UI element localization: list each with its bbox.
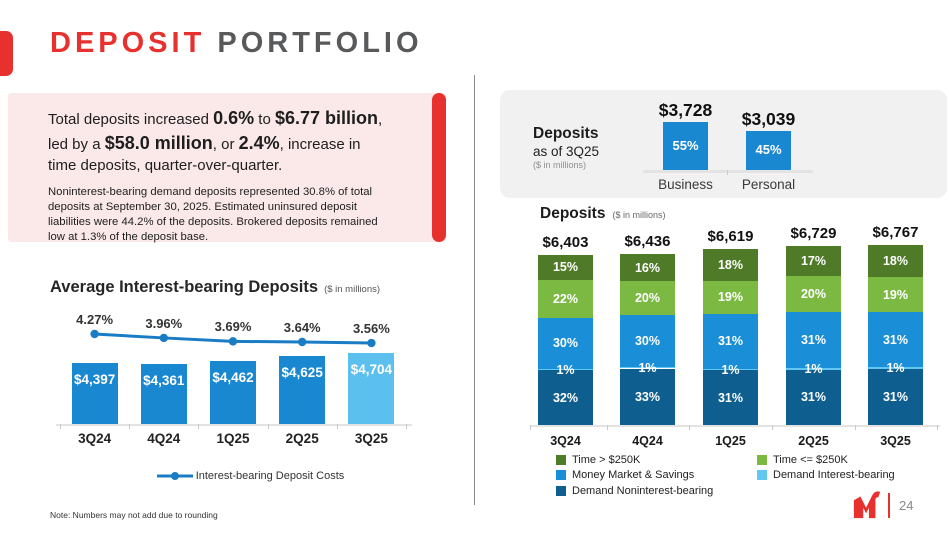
legend-label: Money Market & Savings xyxy=(572,469,695,482)
legend-label: Demand Interest-bearing xyxy=(773,469,895,482)
highlight-text: , led by a xyxy=(48,111,383,153)
bank-logo-icon xyxy=(852,489,882,519)
page-title-red: DEPOSIT xyxy=(50,27,206,59)
deposits-mix-chart xyxy=(530,213,947,448)
stack-axis-tick xyxy=(530,425,531,430)
line-point xyxy=(160,334,168,342)
deposit-bar-value: $4,361 xyxy=(143,373,185,389)
deposits-split-header xyxy=(533,125,599,170)
legend-label: Time > $250K xyxy=(572,453,641,466)
stack-segment-pct: 22% xyxy=(552,291,579,306)
stack-segment-pct: 15% xyxy=(552,260,579,275)
stack-total-value: $6,619 xyxy=(707,227,754,245)
stack-segment-pct: 20% xyxy=(634,291,661,306)
split-bar-value: $3,728 xyxy=(658,99,713,120)
stack-axis-tick xyxy=(607,425,608,430)
title-accent-bar xyxy=(0,31,13,76)
legend-label: Time <= $250K xyxy=(773,453,848,466)
stack-segment-pct: 31% xyxy=(717,334,744,349)
highlight-lead-text xyxy=(48,106,386,176)
deposit-bar-value: $4,462 xyxy=(212,370,254,386)
line-point-value: 3.56% xyxy=(352,321,390,337)
line-point-value: 3.64% xyxy=(283,320,321,335)
line-legend-label: Interest-bearing Deposit Costs xyxy=(195,470,345,482)
deposit-bar-value: $4,704 xyxy=(350,362,393,378)
avg-deposits-chart xyxy=(48,300,452,495)
line-point-value: 4.27% xyxy=(76,312,114,327)
stack-segment-pct: 30% xyxy=(552,336,579,351)
stack-total-value: $6,767 xyxy=(872,224,919,241)
page-title xyxy=(50,27,423,60)
stack-segment-pct: 20% xyxy=(800,287,827,302)
deposits-split-units: ($ in millions) xyxy=(533,160,587,170)
highlight-emphasis: $58.0 million xyxy=(104,132,213,153)
highlight-emphasis: $6.77 billion xyxy=(275,108,379,128)
stack-axis-label: 4Q24 xyxy=(632,434,663,448)
highlight-body-text: Noninterest-bearing demand deposits represented 30.8% of total deposits at September 30, 2025. Estimated uninsured deposit liabilities were 44.2% of the deposits. Brokered deposits remained low at 1.3% of the deposit base. xyxy=(48,186,378,244)
split-bar-value: $3,039 xyxy=(741,108,796,129)
line-legend-marker-icon xyxy=(156,471,194,481)
stack-segment-pct: 31% xyxy=(882,390,909,405)
legend-item xyxy=(556,468,757,484)
deposits-split-title: Deposits xyxy=(533,125,599,142)
split-axis-label: Personal xyxy=(741,177,796,192)
highlight-text: Total deposits increased xyxy=(48,111,214,128)
legend-swatch-icon xyxy=(757,470,767,480)
x-axis-label: 4Q24 xyxy=(147,431,181,446)
deposits-split-card xyxy=(500,90,947,198)
stack-axis-label: 3Q24 xyxy=(550,434,581,448)
footnote: Note: Numbers may not add due to rounding xyxy=(50,510,218,520)
stack-total-value: $6,729 xyxy=(790,225,837,242)
stack-segment-pct: 1% xyxy=(804,361,823,376)
stack-total-value: $6,436 xyxy=(624,232,671,250)
split-axis-label: Business xyxy=(658,177,713,192)
legend-swatch-icon xyxy=(556,455,566,465)
split-axis-line xyxy=(643,170,813,173)
bank-logo xyxy=(852,489,882,519)
x-axis-label: 3Q24 xyxy=(78,431,112,446)
stack-segment-pct: 31% xyxy=(800,332,827,347)
line-point xyxy=(367,339,375,347)
avg-deposits-chart-subtitle: ($ in millions) xyxy=(324,284,381,295)
deposits-mix-legend xyxy=(556,452,895,499)
page-number: 24 xyxy=(899,498,914,513)
stack-segment-pct: 19% xyxy=(717,290,744,305)
legend-swatch-icon xyxy=(556,486,566,496)
stack-segment-pct: 1% xyxy=(556,362,575,377)
legend-swatch-icon xyxy=(556,470,566,480)
highlight-accent-bar xyxy=(432,93,446,242)
deposits-mix-units: ($ in millions) xyxy=(612,210,666,220)
avg-deposits-chart-title xyxy=(50,278,380,297)
stack-axis-tick xyxy=(772,425,773,430)
stack-segment-pct: 31% xyxy=(717,390,744,405)
deposits-split-subtitle: as of 3Q25 xyxy=(533,144,600,159)
legend-item xyxy=(757,468,895,484)
stack-segment-pct: 1% xyxy=(721,362,740,377)
stack-segment-pct: 1% xyxy=(638,360,657,375)
stack-segment-pct: 32% xyxy=(552,390,579,405)
stack-segment-pct: 18% xyxy=(882,254,909,269)
stack-axis-label: 1Q25 xyxy=(715,434,746,448)
stack-axis-tick xyxy=(937,425,938,430)
stack-segment-pct: 31% xyxy=(882,332,909,347)
legend-item xyxy=(757,452,895,468)
deposit-bar-value: $4,625 xyxy=(281,364,323,380)
highlight-text: , increase in time deposits, quarter-over-quarter. xyxy=(48,135,361,174)
vertical-divider xyxy=(474,75,475,505)
line-point-value: 3.96% xyxy=(145,315,183,331)
stack-total-value: $6,403 xyxy=(542,233,589,251)
legend-label: Demand Noninterest-bearing xyxy=(572,484,714,497)
stack-segment-pct: 19% xyxy=(882,287,909,302)
deposits-mix-title-text: Deposits xyxy=(540,205,606,222)
page-title-gray: PORTFOLIO xyxy=(217,27,423,59)
legend-swatch-icon xyxy=(757,455,767,465)
stack-axis-tick xyxy=(689,425,690,430)
stack-segment-pct: 18% xyxy=(717,257,744,272)
split-axis-tick xyxy=(727,170,728,175)
line-point-value: 3.69% xyxy=(214,319,252,335)
stack-segment-pct: 1% xyxy=(886,361,905,376)
highlight-text: , or xyxy=(212,135,239,153)
legend-item xyxy=(556,452,757,468)
highlight-box xyxy=(8,93,446,242)
deposit-bar-value: $4,397 xyxy=(73,372,116,388)
stack-axis-tick xyxy=(855,425,856,430)
stack-segment-pct: 33% xyxy=(634,389,661,404)
stack-axis-line xyxy=(530,425,940,427)
split-bar-pct: 45% xyxy=(755,142,782,158)
stack-segment-pct: 31% xyxy=(800,390,827,405)
page-number-rule xyxy=(888,493,890,518)
stack-segment-pct: 17% xyxy=(800,254,827,269)
stack-axis-label: 2Q25 xyxy=(798,434,829,448)
line-point xyxy=(298,338,306,346)
highlight-text: to xyxy=(254,111,275,128)
avg-deposits-chart-title-text: Average Interest-bearing Deposits xyxy=(50,278,319,296)
split-bar-pct: 55% xyxy=(672,137,699,153)
highlight-emphasis: 0.6% xyxy=(213,108,255,128)
x-axis-label: 3Q25 xyxy=(354,431,388,446)
line-legend xyxy=(48,470,452,482)
stack-segment-pct: 16% xyxy=(634,260,661,275)
stack-axis-label: 3Q25 xyxy=(880,434,911,448)
line-point xyxy=(90,330,98,338)
x-axis-label: 2Q25 xyxy=(285,431,319,446)
legend-item xyxy=(556,483,757,499)
stack-segment-pct: 30% xyxy=(634,334,661,349)
highlight-emphasis: 2.4% xyxy=(238,132,280,153)
x-axis-label: 1Q25 xyxy=(216,431,250,446)
line-point xyxy=(229,337,237,345)
